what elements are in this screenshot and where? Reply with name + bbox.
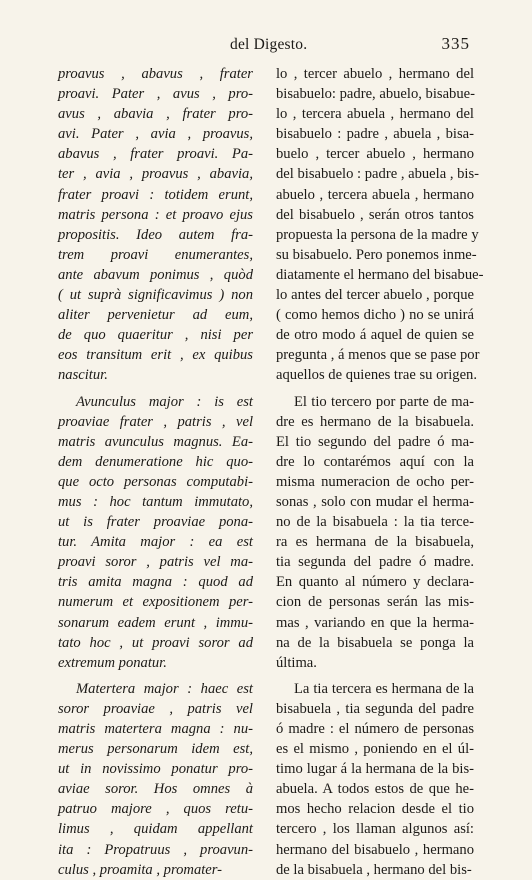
spanish-line: timo lugar á la hermana de la bis- — [276, 761, 474, 778]
page-number: 335 — [441, 34, 470, 53]
latin-line: Avunculus major : is est — [76, 393, 253, 410]
latin-column — [58, 64, 253, 880]
latin-line: ita : Propatruus , proavun- — [58, 841, 253, 858]
latin-line: limus , quidam appellant — [58, 821, 253, 838]
spanish-line: pregunta , á menos que se pase por — [276, 347, 480, 364]
page-header — [0, 36, 532, 60]
latin-line: matris matertera magna : nu- — [58, 721, 253, 737]
spanish-line: El tio tercero por parte de ma- — [294, 393, 474, 410]
spanish-line: dre lo contarémos aquí con la — [276, 453, 474, 470]
spanish-line: hermano del bisabuelo , hermano — [276, 841, 474, 858]
latin-line: trem proavi enumerantes, — [58, 246, 253, 263]
latin-line: ante abavum ponimus , quòd — [58, 266, 253, 283]
spanish-line: del bisabuelo , serán otros tantos — [276, 206, 474, 223]
latin-line: mus : hoc tantum immutato, — [58, 493, 253, 510]
latin-line: dem denumeratione hic quo- — [58, 453, 253, 470]
latin-line: tris amita magna : quod ad — [58, 574, 253, 591]
running-head: del Digesto. — [230, 36, 308, 53]
spanish-line: de otro modo á aquel de quien se — [276, 327, 474, 344]
spanish-line: es el mismo , poniendo en el úl- — [276, 741, 474, 758]
latin-line: proavi. Pater , avus , pro- — [58, 86, 253, 103]
spanish-line: aquellos de quienes trae su origen. — [276, 367, 478, 384]
latin-line: avus , abavia , frater pro- — [58, 106, 253, 123]
latin-line: propositis. Ideo autem fra- — [58, 226, 253, 243]
latin-line: proaviae frater , patris , vel — [58, 413, 253, 430]
latin-line: matris avunculus magnus. Ea- — [58, 433, 253, 450]
spanish-line: tia segunda del padre ó madre. — [276, 554, 474, 571]
spanish-line: misma numeracion de ocho per- — [276, 473, 474, 490]
latin-line: proavi soror , patris vel ma- — [58, 554, 253, 571]
spanish-line: tercero , los llaman algunos así: — [276, 821, 474, 838]
spanish-line: de la bisabuela , hermano del bis- — [276, 861, 472, 878]
spanish-line: En quanto al número y declara- — [276, 574, 474, 591]
spanish-line: mos hecho relacion desde el tio — [276, 801, 474, 818]
latin-line: aviae soror. Hos omnes à — [58, 781, 253, 798]
spanish-line: lo , tercer abuelo , hermano del — [276, 66, 474, 82]
spanish-line: bisabuelo : padre , abuela , bisa- — [276, 126, 474, 143]
latin-line: numerum et expositionem per- — [58, 594, 253, 611]
spanish-line: buelo , tercer abuelo , hermano — [276, 146, 474, 163]
spanish-line: sonas , solo con mudar el herma- — [276, 493, 474, 510]
spanish-line: última. — [276, 654, 317, 671]
latin-line: patruo majore , quos retu- — [58, 801, 253, 818]
latin-line: tato hoc , ut proavi soror ad — [58, 634, 253, 651]
latin-line: de quo quaeritur , nisi per — [58, 327, 253, 344]
latin-line: ut in novissimo ponatur pro- — [58, 761, 253, 778]
spanish-line: del bisabuelo : padre , abuela , bis- — [276, 166, 480, 183]
latin-line: matris persona : et proavo ejus — [58, 206, 253, 223]
latin-line: ( ut suprà significavimus ) non — [58, 287, 253, 304]
spanish-line: su bisabuelo. Pero ponemos inme- — [276, 246, 477, 263]
latin-line: avi. Pater , avia , proavus, — [58, 126, 253, 143]
spanish-line: cion de personas serán las mis- — [276, 594, 474, 611]
latin-line: soror proaviae , patris vel — [58, 700, 253, 717]
spanish-line: na de la bisabuela se ponga la — [276, 634, 474, 651]
spanish-paragraph — [276, 64, 484, 386]
spanish-line: ra es hermana de la bisabuela, — [276, 534, 474, 551]
latin-paragraph — [58, 679, 253, 880]
spanish-line: El tio segundo del padre ó ma- — [276, 433, 474, 450]
latin-line: merus personarum idem est, — [58, 741, 253, 758]
spanish-line: propuesta la persona de la madre y — [276, 226, 479, 243]
spanish-line: bisabuelo: padre, abuelo, bisabue- — [276, 86, 475, 103]
latin-line: Matertera major : haec est — [76, 680, 253, 697]
spanish-line: mas , variando en que la herma- — [276, 614, 474, 631]
latin-line: extremum ponatur. — [58, 654, 167, 671]
latin-line: nascitur. — [58, 367, 108, 384]
latin-line: eos transitum erit , ex quibus — [58, 347, 253, 364]
latin-line: ut is frater proaviae pona- — [58, 514, 253, 531]
spanish-line: abuela. A todos estos de que he- — [276, 781, 474, 798]
latin-paragraph — [58, 64, 253, 386]
latin-paragraph — [58, 392, 253, 673]
spanish-paragraph — [276, 392, 474, 673]
latin-line: tur. Amita major : ea est — [58, 534, 253, 551]
spanish-line: ( como hemos dicho ) no se unirá — [276, 307, 474, 324]
spanish-line: diatamente el hermano del bisabue- — [276, 266, 484, 283]
latin-line: que octo personas computabi- — [58, 473, 253, 490]
latin-line: ter , avia , proavus , abavia, — [58, 166, 253, 183]
spanish-line: bisabuela , tia segunda del padre — [276, 700, 474, 717]
latin-line: sonarum eadem erunt , immu- — [58, 614, 253, 631]
spanish-paragraph — [276, 679, 474, 880]
spanish-line: dre es hermano de la bisabuela. — [276, 413, 474, 430]
spanish-line: abuelo , tercera abuela , hermano — [276, 186, 474, 203]
latin-line: proavus , abavus , frater — [58, 66, 253, 82]
spanish-line: lo antes del tercer abuelo , porque — [276, 287, 474, 304]
latin-line: abavus , frater proavi. Pa- — [58, 146, 253, 163]
latin-line: culus , proamita , promater- — [58, 861, 223, 878]
spanish-line: no de la bisabuela : la tia terce- — [276, 514, 474, 531]
spanish-column — [276, 64, 484, 880]
spanish-line: ó madre : el número de personas — [276, 721, 474, 737]
spanish-line: La tia tercera es hermana de la — [294, 680, 474, 697]
latin-line: aliter pervenietur ad eum, — [58, 307, 253, 324]
latin-line: frater proavi : totidem erunt, — [58, 186, 253, 203]
spanish-line: lo , tercera abuela , hermano del — [276, 106, 474, 123]
